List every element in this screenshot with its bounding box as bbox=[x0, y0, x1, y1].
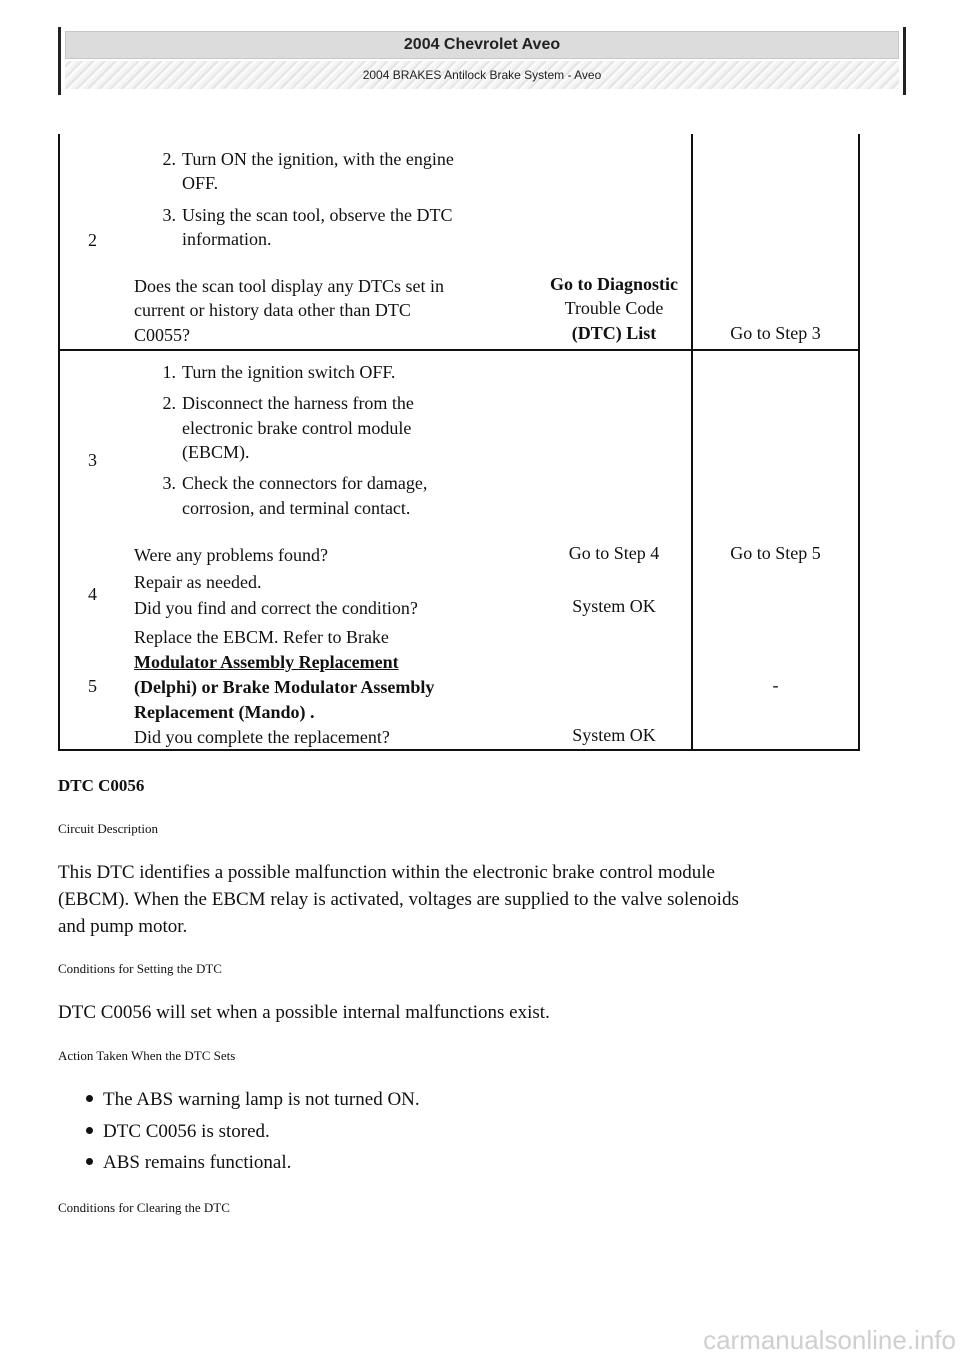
modulator-replacement-link[interactable]: (Delphi) or Brake Modulator Assembly bbox=[134, 677, 435, 697]
dtc-heading: DTC C0056 bbox=[58, 776, 145, 795]
bullet-icon bbox=[86, 1095, 93, 1102]
question-text: C0055? bbox=[134, 325, 190, 345]
setting-conditions-heading: Conditions for Setting the DTC bbox=[58, 961, 222, 976]
step-number: 4 bbox=[88, 584, 97, 604]
table-bottom-border bbox=[58, 749, 860, 751]
bullet-icon bbox=[86, 1158, 93, 1165]
bullet-icon bbox=[86, 1127, 93, 1134]
list-item-text: Disconnect the harness from the bbox=[182, 393, 414, 413]
list-item: ABS remains functional. bbox=[86, 1152, 291, 1174]
list-item: DTC C0056 is stored. bbox=[86, 1121, 270, 1143]
question-text: current or history data other than DTC bbox=[134, 300, 411, 320]
list-item: The ABS warning lamp is not turned ON. bbox=[86, 1089, 420, 1111]
list-item-text: Turn ON the ignition, with the engine bbox=[182, 149, 454, 169]
yes-action-link[interactable]: Trouble Code bbox=[564, 298, 664, 318]
no-action-link[interactable]: Go to Step 5 bbox=[730, 543, 821, 563]
list-item-text: Check the connectors for damage, bbox=[182, 473, 428, 493]
list-item-text: corrosion, and terminal contact. bbox=[182, 498, 411, 518]
circuit-description-text: (EBCM). When the EBCM relay is activated, voltages are supplied to the valve solenoids bbox=[58, 889, 739, 910]
yes-action-link[interactable]: Go to Diagnostic bbox=[550, 274, 678, 294]
list-item-text: Turn the ignition switch OFF. bbox=[182, 362, 396, 382]
action-taken-heading: Action Taken When the DTC Sets bbox=[58, 1048, 236, 1063]
document-subtitle: 2004 BRAKES Antilock Brake System - Aveo bbox=[65, 61, 899, 89]
modulator-replacement-link[interactable]: Modulator Assembly Replacement bbox=[134, 652, 399, 672]
question-text: Does the scan tool display any DTCs set in bbox=[134, 276, 444, 296]
header-left-rule bbox=[58, 27, 61, 95]
table-col-divider bbox=[691, 134, 693, 751]
table-left-border bbox=[58, 134, 60, 751]
yes-action-link[interactable]: Go to Step 4 bbox=[568, 543, 660, 563]
no-action: Go to Step 3 bbox=[730, 323, 821, 343]
circuit-description-text: and pump motor. bbox=[58, 916, 188, 937]
header-right-rule bbox=[903, 27, 906, 95]
row-divider bbox=[58, 349, 860, 351]
question-text: Were any problems found? bbox=[134, 545, 328, 565]
list-item-text: Using the scan tool, observe the DTC bbox=[182, 205, 453, 225]
yes-action-link[interactable]: (DTC) List bbox=[571, 323, 657, 343]
table-right-border bbox=[858, 134, 860, 751]
circuit-description-heading: Circuit Description bbox=[58, 821, 159, 836]
step-number: 3 bbox=[88, 450, 97, 470]
step-number: 2 bbox=[88, 230, 97, 250]
setting-conditions-text: DTC C0056 will set when a possible internal malfunctions exist. bbox=[58, 1002, 550, 1023]
clearing-conditions-heading: Conditions for Clearing the DTC bbox=[58, 1200, 230, 1215]
modulator-replacement-link[interactable]: Replacement (Mando) . bbox=[134, 702, 315, 722]
list-item-text: information. bbox=[182, 229, 272, 249]
list-item-text: OFF. bbox=[182, 173, 219, 193]
step-text: Repair as needed. bbox=[134, 572, 262, 592]
watermark: carmanualsonline.info bbox=[703, 1325, 956, 1355]
step-text: Replace the EBCM. Refer to Brake bbox=[134, 627, 389, 647]
list-item-text: (EBCM). bbox=[182, 442, 250, 462]
diagnostic-table: 2 2. Turn ON the ignition, with the engine OFF. 3. Using the scan tool, observe the DTC information. Does the scan tool display any DTCs set in current or history data other than DTC C0055? Go to Diagnostic Trouble Code (DTC) List Go to Step 3 3 1. Turn the ignition switch OFF. 2. Disconnect the harness from the electronic brake control module (EBCM). 3. Check the connectors for damage, corrosion, and terminal contact. Were any problems found? Go to Step 4 Go to Step 5 4 Repair as needed. Did you find and correct the condition? System OK 5 Replace the EBCM. Refer to Brake Modulator Assembly Replacement (Delphi) or Brake Modulator Assembly Replacement (Mando) . Did you complete the replacement? System OK - bbox=[58, 134, 860, 751]
page-header bbox=[58, 27, 906, 95]
step-number: 5 bbox=[88, 676, 97, 696]
list-item-text: electronic brake control module bbox=[182, 418, 412, 438]
question-text: Did you complete the replacement? bbox=[134, 727, 390, 747]
yes-action: System OK bbox=[572, 725, 656, 745]
step-text: Did you find and correct the condition? bbox=[134, 598, 418, 618]
circuit-description-text: This DTC identifies a possible malfunction within the electronic brake control module bbox=[58, 862, 715, 883]
document-title: 2004 Chevrolet Aveo bbox=[65, 31, 899, 59]
no-action: - bbox=[772, 675, 779, 695]
yes-action: System OK bbox=[572, 596, 656, 616]
